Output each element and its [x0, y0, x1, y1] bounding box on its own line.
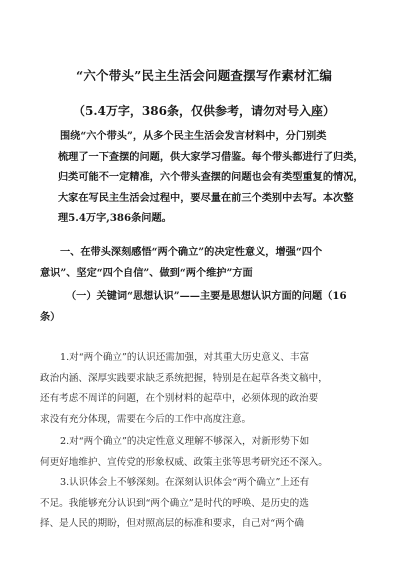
subsection-heading-line: 条） [40, 310, 61, 323]
section-heading-line: 一、在带头深刻感悟“两个确立”的决定性意义，增强“四个 [60, 246, 323, 258]
list-item-line: 何更好地维护、宣传党的形象权威、政策主张等思考研究还不深入。 [40, 456, 328, 468]
intro-paragraph [58, 126, 364, 229]
list-item-line: 还有考虑不周详的问题，在个别材料的起草中，必须体现的政治要 [40, 393, 319, 404]
list-item-line: 不足。我能够充分认识到“两个确立”是时代的呼唤、是历史的选 [40, 497, 309, 509]
section-heading-1 [40, 242, 360, 283]
list-item [40, 473, 360, 535]
list-item-line: 求没有充分体现，需要在今后的工作中高度注意。 [40, 413, 252, 425]
intro-line: 归类可能不一定精准，六个带头查摆的问题也会有类型重复的情况， [58, 171, 364, 183]
subsection-heading-1 [40, 286, 360, 327]
intro-line: 梳理了一下查摆的问题，供大家学习借鉴。每个带头都进行了归类， [58, 150, 364, 163]
subsection-heading-line: （一）关键词“思想认识”——主要是思想认识方面的问题（16 [66, 290, 347, 302]
list-item [40, 348, 360, 430]
section-heading-line: 意识”、坚定“四个自信”、做到“两个维护”方面 [40, 266, 253, 279]
intro-line: 围绕“六个带头”，从多个民主生活会发言材料中，分门别类 [60, 130, 327, 142]
intro-line: 理5.4万字,386条问题。 [58, 212, 172, 224]
list-item-line: 3.认识体会上不够深刻。在深刻认识体会“两个确立”上还有 [60, 477, 310, 488]
list-item-line: 1.对“两个确立”的认识还需加强，对其重大历史意义、丰富 [60, 352, 310, 363]
list-item-line: 政治内涵、深厚实践要求缺乏系统把握，特别是在起草各类文稿中， [40, 372, 328, 384]
list-item-line: 择、是人民的期盼，但对照高层的标准和要求，自己对“两个确 [40, 518, 304, 529]
document-subtitle: （5.4万字，386条，仅供参考，请勿对号入座） [73, 104, 335, 118]
list-item-line: 2.对“两个确立”的决定性意义理解不够深入，对新形势下如 [60, 436, 310, 447]
document-title: “六个带头”民主生活会问题查摆写作素材汇编 [75, 68, 333, 83]
intro-line: 大家在写民主生活会过程中，要尽量在前三个类别中去写。本次整 [58, 191, 354, 204]
list-item [40, 432, 360, 473]
